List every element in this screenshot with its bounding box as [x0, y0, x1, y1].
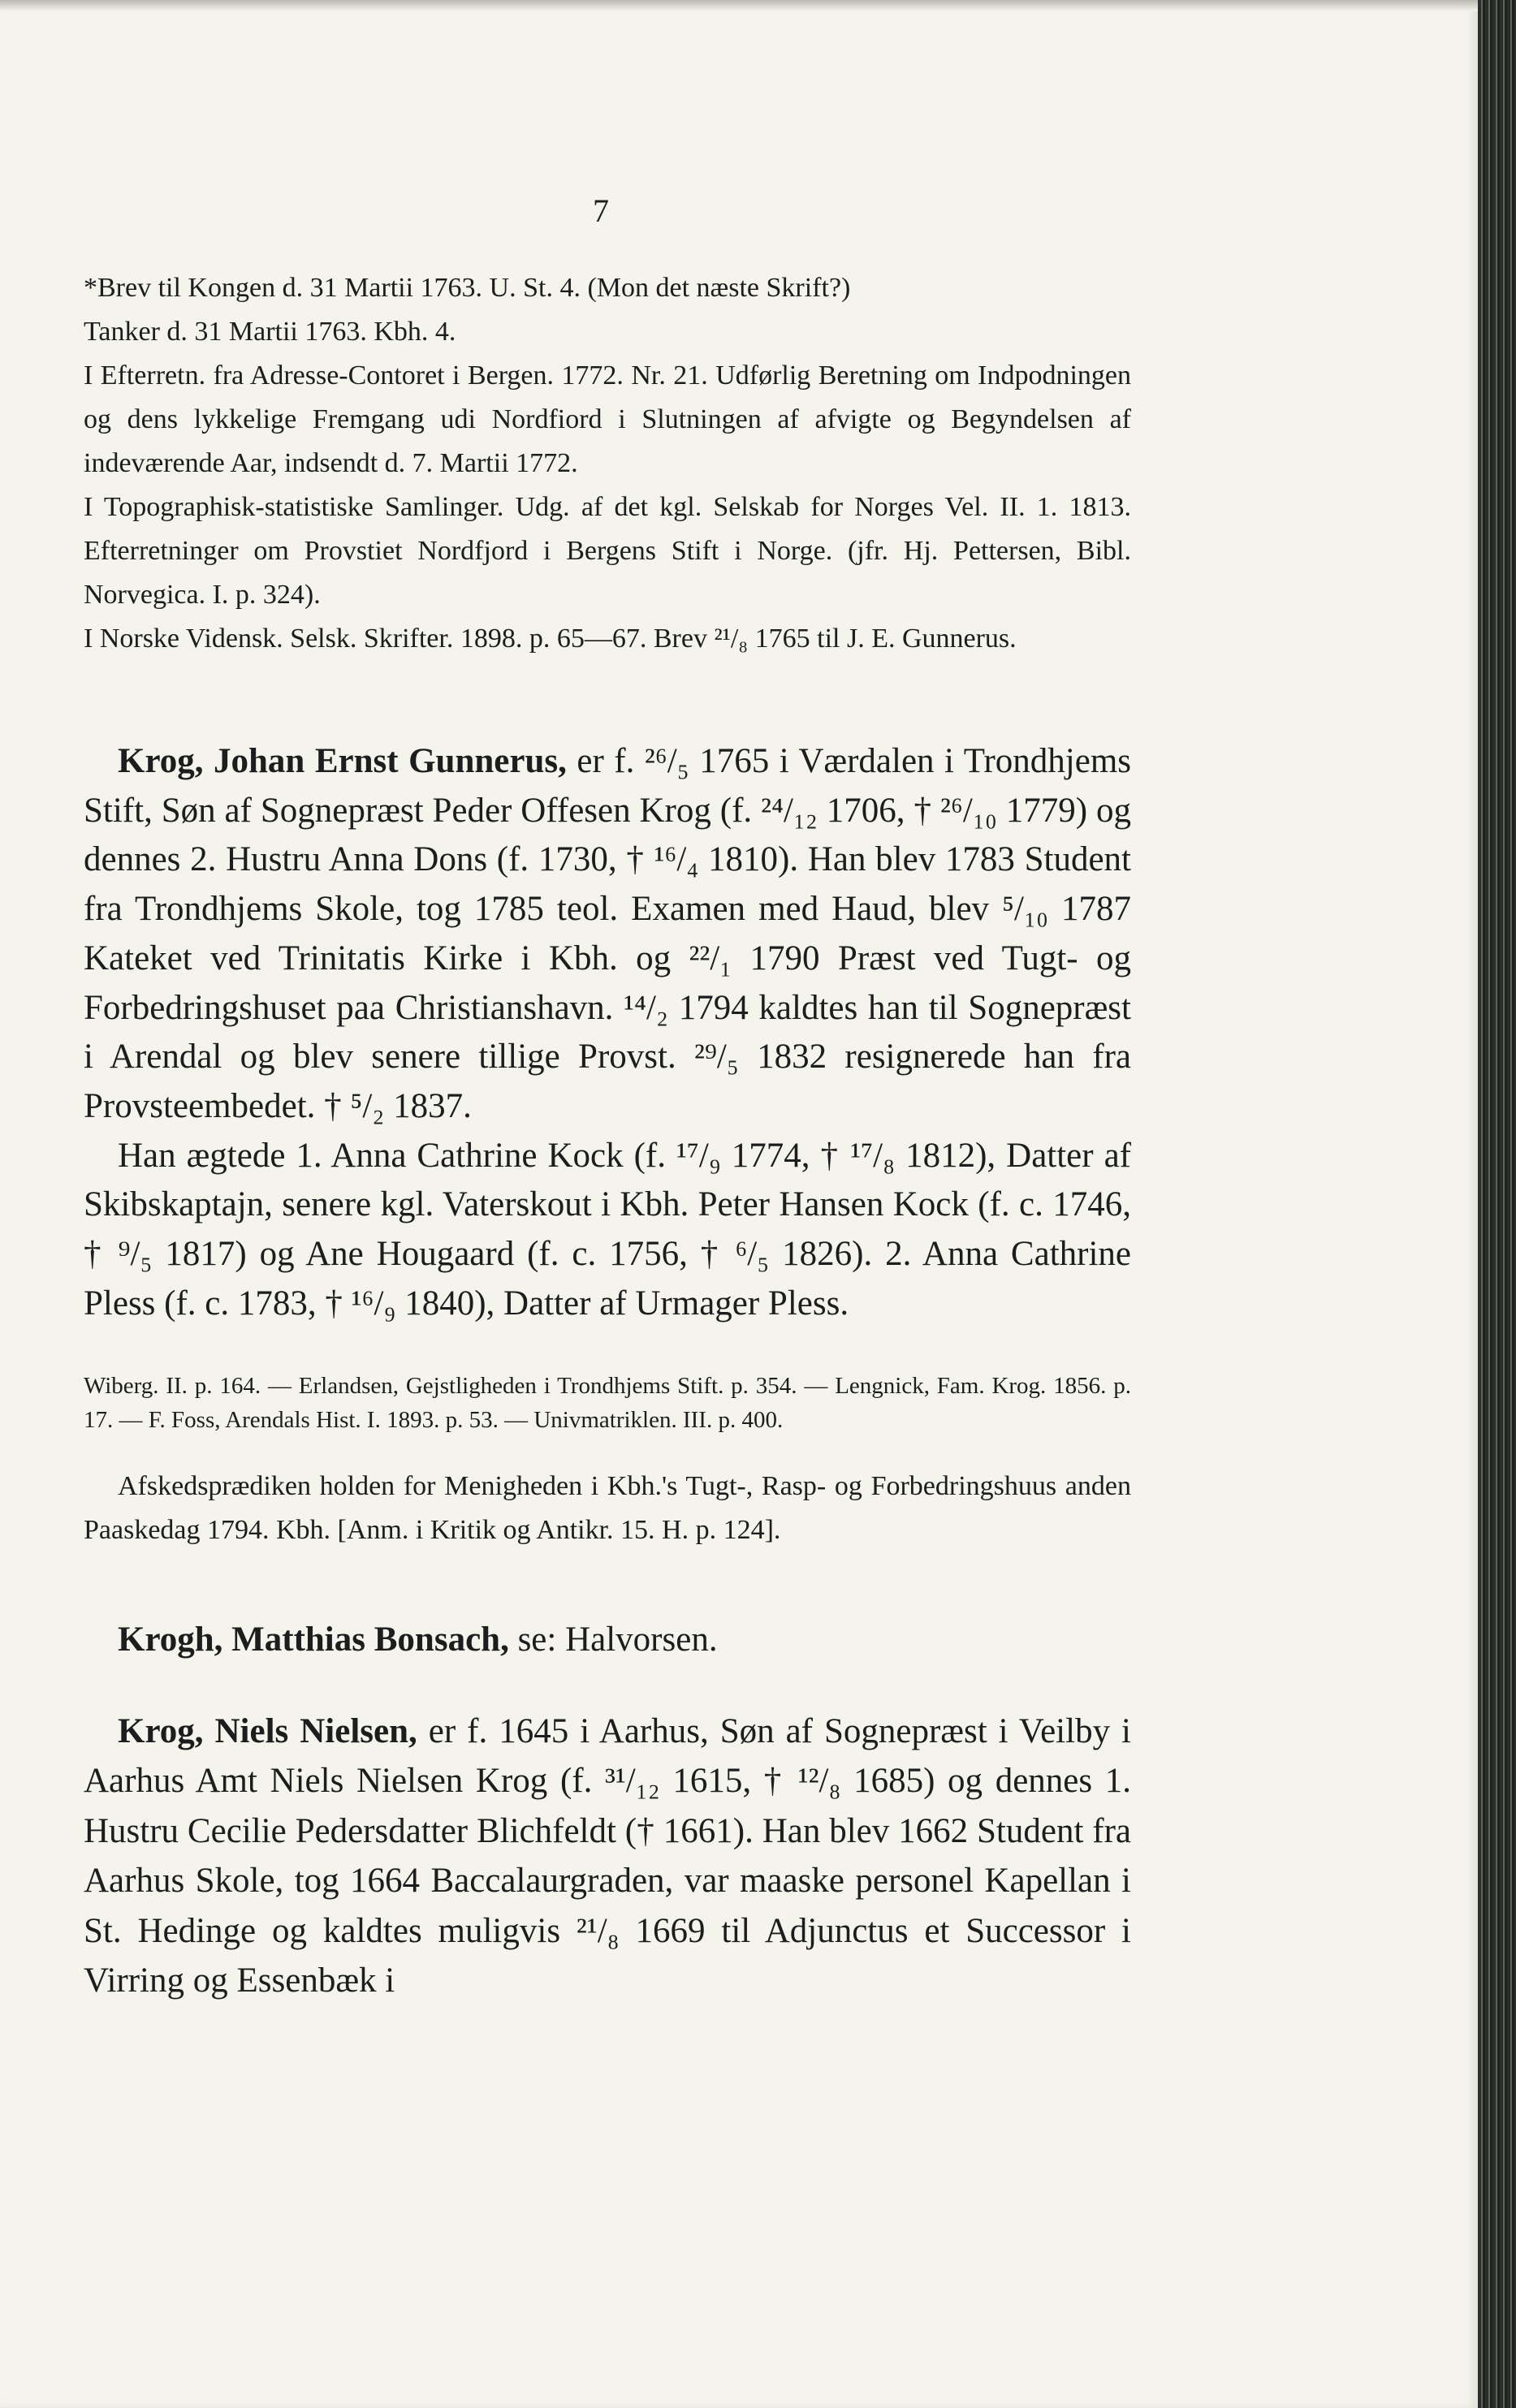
- references-top: [84, 266, 1131, 661]
- entry-heading-bonsach: Krogh, Matthias Bonsach,: [118, 1620, 509, 1659]
- reference-2: Tanker d. 31 Martii 1763. Kbh. 4.: [84, 317, 456, 347]
- works-gunnerus: Afskedsprædiken holden for Menigheden i Kbh.'s Tugt-, Rasp- og Forbedringshuus anden Paaskedag 1794. Kbh. [Anm. i Kritik og Antikr. 15. H. p. 124].: [84, 1471, 1131, 1545]
- entry-heading: Krog, Johan Ernst Gunnerus,: [118, 742, 567, 780]
- reference-3: I Efterretn. fra Adresse-Contoret i Bergen. 1772. Nr. 21. Udførlig Beretning om Indpodningen og dens lykkelige Fremgang udi Nordfiord i Slutningen af afvigte og Begyndelsen af indeværende Aar, indsendt d. 7. Martii 1772.: [84, 360, 1131, 478]
- entry-krog-johan-ernst-gunnerus: [84, 737, 1131, 1328]
- reference-4: I Topographisk-statistiske Samlinger. Udg. af det kgl. Selskab for Norges Vel. II. 1. 1813. Efterretninger om Provstiet Nordfjord i Bergens Stift i Norge. (jfr. Hj. Pettersen, Bibl. Norvegica. I. p. 324).: [84, 492, 1131, 610]
- book-page-edges: [1478, 0, 1516, 2408]
- entry-text: er f. ²⁶/₅ 1765 i Værdalen i Trondhjems Stift, Søn af Sognepræst Peder Offesen Krog (f. ²⁴/₁₂ 1706, † ²⁶/₁₀ 1779) og dennes 2. Hustru Anna Dons (f. 1730, † ¹⁶/₄ 1810). Han blev 1783 Student fra Trondhjems Skole, tog 1785 teol. Examen med Haud, blev ⁵/₁₀ 1787 Kateket ved Trinitatis Kirke i Kbh. og ²²/₁ 1790 Præst ved Tugt- og Forbedringshuset paa Christianshavn. ¹⁴/₂ 1794 kaldtes han til Sognepræst i Arendal og blev senere tillige Provst. ²⁹/₅ 1832 resignerede han fra Provsteembedet. † ⁵/₂ 1837.: [84, 742, 1132, 1125]
- entry-text-nielsen: er f. 1645 i Aarhus, Søn af Sognepræst i Veilby i Aarhus Amt Niels Nielsen Krog (f. ³¹/₁₂ 1615, † ¹²/₈ 1685) og dennes 1. Hustru Cecilie Pedersdatter Blichfeldt († 1661). Han blev 1662 Student fra Aarhus Skole, tog 1664 Baccalaurgraden, var maaske personel Kapellan i St. Hedinge og kaldtes muligvis ²¹/₈ 1669 til Adjunctus et Successor i Virring og Essenbæk i: [84, 1712, 1132, 2000]
- entry-paragraph-2: Han ægtede 1. Anna Cathrine Kock (f. ¹⁷/₉ 1774, † ¹⁷/₈ 1812), Datter af Skibskaptajn, senere kgl. Vaterskout i Kbh. Peter Hansen Kock (f. c. 1746, † ⁹/₅ 1817) og Ane Hougaard (f. c. 1756, † ⁶/₅ 1826). 2. Anna Cathrine Pless (f. c. 1783, † ¹⁶/₉ 1840), Datter af Urmager Pless.: [84, 1136, 1131, 1323]
- reference-5: I Norske Vidensk. Selsk. Skrifter. 1898. p. 65—67. Brev ²¹/₈ 1765 til J. E. Gunnerus.: [84, 624, 1017, 654]
- entry-paragraph-nielsen: [84, 1707, 1131, 2005]
- entry-text-bonsach: se: Halvorsen.: [517, 1620, 718, 1659]
- page-top-shadow: [0, 0, 1478, 11]
- page-number: 7: [593, 192, 609, 229]
- entry-paragraph-1: [84, 737, 1131, 1132]
- sources-gunnerus: Wiberg. II. p. 164. — Erlandsen, Gejstligheden i Trondhjems Stift. p. 354. — Lengnick, Fam. Krog. 1856. p. 17. — F. Foss, Arendals Hist. I. 1893. p. 53. — Univmatriklen. III. p. 400.: [84, 1373, 1131, 1433]
- reference-1: *Brev til Kongen d. 31 Martii 1763. U. St. 4. (Mon det næste Skrift?): [84, 273, 851, 303]
- entry-paragraph-bonsach: [84, 1616, 1131, 1665]
- entry-heading-nielsen: Krog, Niels Nielsen,: [118, 1712, 417, 1750]
- entry-krog-niels-nielsen: [84, 1707, 1131, 2005]
- entry-krogh-matthias-bonsach: [84, 1616, 1131, 1665]
